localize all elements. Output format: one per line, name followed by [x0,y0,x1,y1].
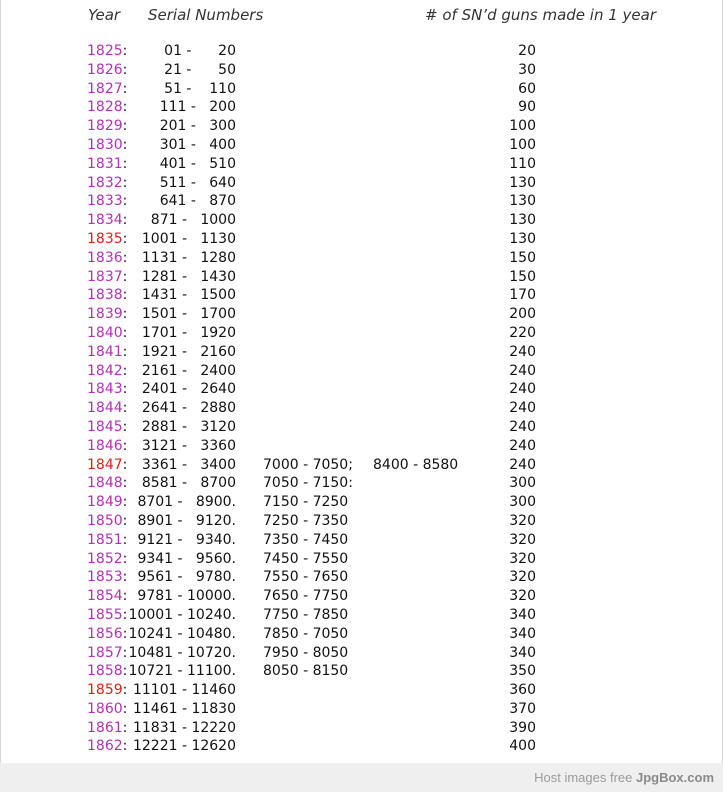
table-row [1,211,723,230]
row-year-colon: : [122,43,128,59]
row-year [87,399,127,418]
row-year-colon: : [122,550,128,567]
row-serial-range: 10721 - 11100. [128,663,236,680]
row-count: 150 [509,268,536,285]
row-year-colon: : [122,230,128,247]
row-year [87,644,127,663]
row-serial-range: 3361 - 3400 [141,456,236,473]
row-year [87,512,127,531]
row-year-value: 1825 [87,43,123,59]
row-serial-range: 51 - 110 [164,80,236,97]
row-year-value: 1856 [87,625,123,642]
row-count: 320 [509,550,536,567]
row-year-value: 1826 [87,61,123,78]
row-year-colon: : [122,625,128,642]
table-row [1,700,723,719]
table-row [1,80,723,99]
row-year-colon: : [122,306,128,323]
row-serial-range: 9561 - 9780. [137,569,236,586]
row-year [87,117,127,136]
row-count: 100 [509,136,536,153]
row-year-value: 1851 [87,531,123,548]
table-row [1,42,723,61]
row-year-value: 1828 [87,99,123,116]
row-serial-range: 9121 - 9340. [137,531,236,548]
table-row [1,568,723,587]
row-serial-range: 11101 - 11460 [132,682,236,699]
row-year [87,700,127,719]
table-row [1,268,723,287]
row-year [87,719,127,738]
row-year-colon: : [122,588,128,605]
row-count: 220 [509,324,536,341]
footer-brand[interactable]: JpgBox.com [635,770,714,785]
row-year [87,286,127,305]
row-year [87,324,127,343]
row-year-value: 1857 [87,644,123,661]
row-year-colon: : [122,437,128,454]
row-serial-range: 10481 - 10720. [128,644,236,661]
row-year [87,662,127,681]
row-count: 240 [509,400,536,417]
row-count: 90 [518,99,536,116]
row-count: 30 [518,61,536,78]
row-serial-range: 8701 - 8900. [137,494,236,511]
row-serial-range: 3121 - 3360 [141,437,236,454]
header-serial-numbers: Serial Numbers [148,6,264,24]
table-row [1,737,723,756]
row-year-colon: : [122,249,128,266]
table-row [1,61,723,80]
row-count: 320 [509,588,536,605]
row-year-value: 1854 [87,588,123,605]
row-year-value: 1843 [87,381,123,398]
row-serial-range: 201 - 300 [159,118,236,135]
row-year-value: 1847 [87,456,123,473]
row-serial-range-2: 7750 - 7850 [263,606,349,623]
table-row [1,662,723,681]
row-count: 130 [509,174,536,191]
row-year-value: 1850 [87,512,123,529]
row-year [87,362,127,381]
row-count: 60 [518,80,536,97]
row-count: 20 [518,43,536,59]
table-row [1,437,723,456]
row-year-value: 1845 [87,418,123,435]
row-year [87,380,127,399]
row-year [87,550,127,569]
row-serial-range: 11461 - 11830 [132,700,236,717]
row-count: 110 [509,155,536,172]
row-year-colon: : [122,682,128,699]
row-serial-range-2: 8050 - 8150 [263,663,349,680]
row-year-value: 1849 [87,494,123,511]
row-year-value: 1858 [87,663,123,680]
row-year-colon: : [122,381,128,398]
row-count: 360 [509,682,536,699]
serial-table [1,42,723,756]
row-count: 240 [509,343,536,360]
row-year-value: 1842 [87,362,123,379]
row-year [87,737,127,756]
row-year-value: 1832 [87,174,123,191]
row-serial-range: 01 - 20 [164,43,236,59]
row-year [87,42,127,61]
row-year-value: 1831 [87,155,123,172]
row-year-colon: : [122,362,128,379]
row-serial-range: 1921 - 2160 [141,343,236,360]
row-year-value: 1839 [87,306,123,323]
table-row [1,305,723,324]
row-count: 240 [509,381,536,398]
row-serial-range-2: 7450 - 7550 [263,550,349,567]
table-row [1,98,723,117]
row-year [87,61,127,80]
row-year-colon: : [122,644,128,661]
table-row [1,681,723,700]
row-year [87,625,127,644]
row-count: 320 [509,512,536,529]
row-year-value: 1835 [87,230,123,247]
row-year-value: 1852 [87,550,123,567]
row-year-value: 1844 [87,400,123,417]
row-serial-range: 401 - 510 [159,155,236,172]
row-year-value: 1837 [87,268,123,285]
row-count: 350 [509,663,536,680]
row-serial-range-2: 7150 - 7250 [263,494,349,511]
row-year-colon: : [122,475,128,492]
row-serial-range: 2641 - 2880 [141,400,236,417]
row-serial-range-3: 8400 - 8580 [373,456,459,473]
header-count: # of SN’d guns made in 1 year [425,6,657,24]
row-year-colon: : [122,512,128,529]
table-row [1,380,723,399]
row-year-value: 1846 [87,437,123,454]
table-row [1,174,723,193]
table-row [1,343,723,362]
row-year-value: 1841 [87,343,123,360]
row-year-colon: : [122,738,128,755]
row-year [87,418,127,437]
row-count: 240 [509,362,536,379]
row-serial-range: 11831 - 12220 [132,719,236,736]
row-serial-range: 10241 - 10480. [128,625,236,642]
row-count: 100 [509,118,536,135]
table-row [1,625,723,644]
row-serial-range-2: 7850 - 7050 [263,625,349,642]
table-row [1,474,723,493]
row-year-colon: : [122,343,128,360]
row-year-colon: : [122,700,128,717]
row-serial-range: 871 - 1000 [150,212,236,229]
row-year-value: 1862 [87,738,123,755]
table-row [1,286,723,305]
row-serial-range: 111 - 200 [159,99,236,116]
row-year [87,531,127,550]
table-row [1,719,723,738]
row-serial-range: 1701 - 1920 [141,324,236,341]
row-count: 320 [509,531,536,548]
row-year-value: 1838 [87,287,123,304]
row-year [87,305,127,324]
row-year [87,681,127,700]
row-year-value: 1840 [87,324,123,341]
row-year-colon: : [122,136,128,153]
row-year [87,343,127,362]
table-row [1,493,723,512]
row-year-value: 1834 [87,212,123,229]
row-serial-range: 2401 - 2640 [141,381,236,398]
row-year-value: 1853 [87,569,123,586]
row-serial-range-2: 7950 - 8050 [263,644,349,661]
table-row [1,324,723,343]
row-year-colon: : [122,569,128,586]
table-row [1,531,723,550]
row-count: 200 [509,306,536,323]
row-year-colon: : [122,324,128,341]
table-row [1,644,723,663]
row-year-value: 1830 [87,136,123,153]
row-year [87,98,127,117]
row-year [87,587,127,606]
row-serial-range: 1501 - 1700 [141,306,236,323]
table-row [1,249,723,268]
row-year-value: 1848 [87,475,123,492]
row-serial-range: 8581 - 8700 [141,475,236,492]
row-serial-range: 301 - 400 [159,136,236,153]
row-year-colon: : [122,80,128,97]
row-year [87,568,127,587]
header-year: Year [88,6,121,24]
row-serial-range: 2161 - 2400 [141,362,236,379]
row-year-value: 1836 [87,249,123,266]
table-row [1,230,723,249]
row-year-value: 1860 [87,700,123,717]
row-serial-range: 1431 - 1500 [141,287,236,304]
row-serial-range-2: 7000 - 7050; [263,456,353,473]
row-count: 240 [509,418,536,435]
row-count: 170 [509,287,536,304]
table-row [1,550,723,569]
row-serial-range: 641 - 870 [159,193,236,210]
row-year [87,474,127,493]
row-count: 320 [509,569,536,586]
row-count: 370 [509,700,536,717]
row-serial-range-2: 7550 - 7650 [263,569,349,586]
row-serial-range: 1281 - 1430 [141,268,236,285]
row-year-colon: : [122,212,128,229]
row-year [87,249,127,268]
row-year [87,230,127,249]
row-year [87,136,127,155]
row-year-value: 1827 [87,80,123,97]
row-year [87,493,127,512]
row-year-colon: : [122,118,128,135]
table-row [1,192,723,211]
row-count: 130 [509,193,536,210]
row-year-value: 1859 [87,682,123,699]
table-row [1,362,723,381]
footer-text[interactable] [534,770,714,785]
row-serial-range: 8901 - 9120. [137,512,236,529]
row-count: 390 [509,719,536,736]
row-serial-range-2: 7050 - 7150: [263,475,353,492]
row-year-colon: : [122,719,128,736]
row-year-colon: : [122,606,128,623]
row-year-value: 1855 [87,606,123,623]
table-row [1,456,723,475]
row-count: 400 [509,738,536,755]
table-row [1,399,723,418]
row-year-colon: : [122,268,128,285]
table-row [1,606,723,625]
row-year-colon: : [122,99,128,116]
table-row [1,136,723,155]
row-year [87,174,127,193]
row-year [87,80,127,99]
row-count: 240 [509,456,536,473]
row-serial-range: 1001 - 1130 [141,230,236,247]
row-serial-range-2: 7350 - 7450 [263,531,349,548]
row-year [87,211,127,230]
row-year-colon: : [122,494,128,511]
row-count: 340 [509,644,536,661]
row-count: 340 [509,625,536,642]
row-serial-range: 10001 - 10240. [128,606,236,623]
row-serial-range: 12221 - 12620 [132,738,236,755]
row-count: 340 [509,606,536,623]
row-year-colon: : [122,155,128,172]
row-year-colon: : [122,456,128,473]
row-year-colon: : [122,61,128,78]
row-serial-range-2: 7250 - 7350 [263,512,349,529]
table-row [1,155,723,174]
row-year [87,155,127,174]
row-serial-range-2: 7650 - 7750 [263,588,349,605]
row-year-value: 1833 [87,193,123,210]
row-serial-range: 511 - 640 [159,174,236,191]
row-serial-range: 9781 - 10000. [137,588,236,605]
row-year-value: 1861 [87,719,123,736]
table-row [1,418,723,437]
row-year [87,456,127,475]
row-count: 240 [509,437,536,454]
row-year-colon: : [122,663,128,680]
row-year-value: 1829 [87,118,123,135]
row-year [87,606,127,625]
row-year-colon: : [122,400,128,417]
table-row [1,117,723,136]
row-serial-range: 9341 - 9560. [137,550,236,567]
row-count: 150 [509,249,536,266]
row-year [87,268,127,287]
row-year [87,437,127,456]
row-serial-range: 21 - 50 [164,61,236,78]
row-count: 300 [509,494,536,511]
row-year-colon: : [122,531,128,548]
row-year-colon: : [122,174,128,191]
row-year [87,192,127,211]
footer-prefix: Host images free [534,770,636,785]
footer-bar [0,763,723,792]
row-count: 130 [509,212,536,229]
table-row [1,512,723,531]
table-row [1,587,723,606]
row-year-colon: : [122,418,128,435]
row-year-colon: : [122,287,128,304]
row-serial-range: 1131 - 1280 [141,249,236,266]
row-serial-range: 2881 - 3120 [141,418,236,435]
row-year-colon: : [122,193,128,210]
row-count: 130 [509,230,536,247]
row-count: 300 [509,475,536,492]
